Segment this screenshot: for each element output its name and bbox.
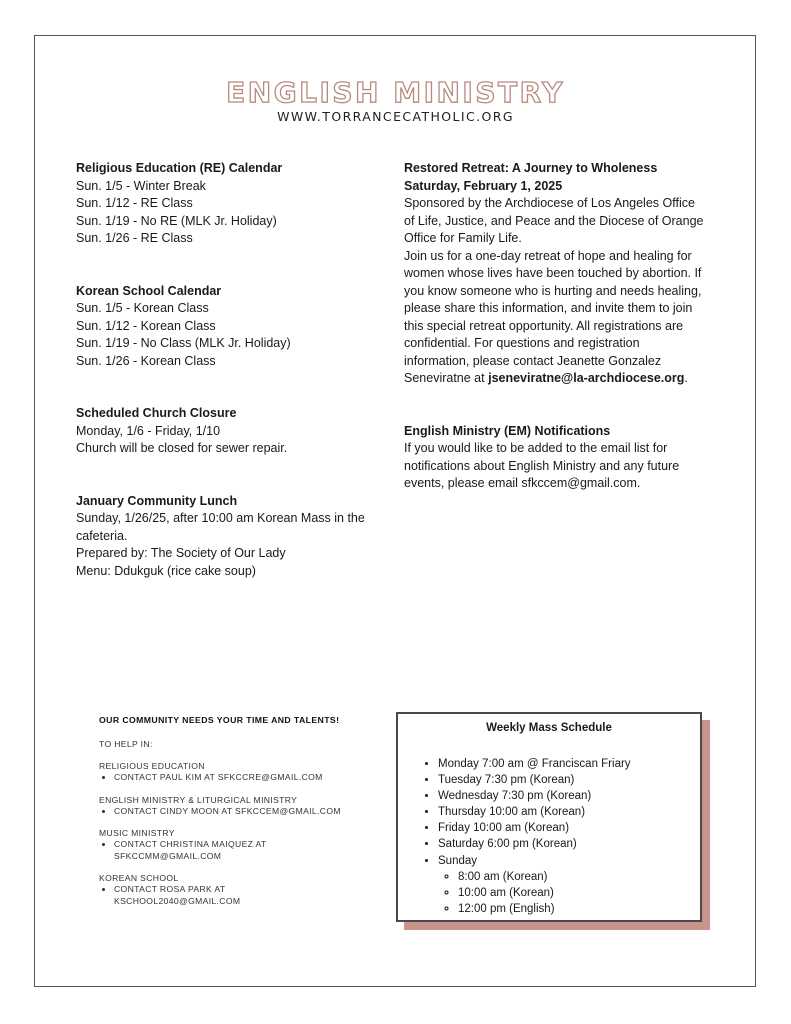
em-notifications-line: events, please email sfkccem@gmail.com. bbox=[404, 476, 641, 490]
retreat-line: information, please contact Jeanette Gonzalez bbox=[404, 353, 662, 368]
mass-item: • Friday 10:00 am (Korean) bbox=[438, 820, 700, 836]
community-lunch-line: cafeteria. bbox=[76, 528, 128, 543]
church-closure-line: Monday, 1/6 - Friday, 1/10 bbox=[76, 423, 221, 438]
re-calendar-section bbox=[76, 160, 376, 248]
re-calendar-line: Sun. 1/19 - No RE (MLK Jr. Holiday) bbox=[76, 213, 277, 228]
retreat-line: this special retreat opportunity. All registrations are bbox=[404, 318, 684, 333]
mass-item: • Saturday 6:00 pm (Korean) bbox=[438, 836, 700, 852]
church-closure-heading: Scheduled Church Closure bbox=[76, 406, 237, 420]
retreat-line: Join us for a one-day retreat of hope and healing for bbox=[404, 248, 692, 263]
volunteer-group-name: MUSIC MINISTRY bbox=[99, 828, 175, 838]
retreat-contact-prefix: Seneviratne at bbox=[404, 371, 489, 385]
volunteer-group-name: KOREAN SCHOOL bbox=[99, 873, 179, 883]
retreat-line: please share this information, and invite them to join bbox=[404, 301, 693, 315]
volunteer-contact bbox=[114, 806, 379, 818]
church-closure-section bbox=[76, 405, 376, 458]
retreat-line: of Life, Justice, and Peace and the Diocese of Orange bbox=[404, 213, 704, 228]
community-lunch-line: Sunday, 1/26/25, after 10:00 am Korean Mass in the bbox=[76, 511, 365, 525]
volunteer-contact-text: CONTACT CHRISTINA MAIQUEZ AT bbox=[114, 839, 267, 849]
sunday-mass-item: ◦ 8:00 am (Korean) bbox=[458, 869, 700, 885]
volunteer-contact-email: SFKCCMM@GMAIL.COM bbox=[114, 850, 222, 861]
em-notifications-line: If you would like to be added to the email list for bbox=[404, 441, 668, 455]
mass-item-sunday bbox=[438, 853, 700, 917]
community-lunch-line: Prepared by: The Society of Our Lady bbox=[76, 546, 286, 560]
sunday-mass-item: ◦ 10:00 am (Korean) bbox=[458, 885, 700, 901]
community-lunch-line: Menu: Ddukguk (rice cake soup) bbox=[76, 563, 256, 578]
retreat-contact-email[interactable]: jseneviratne@la-archdiocese.org bbox=[488, 371, 685, 385]
re-calendar-line: Sun. 1/12 - RE Class bbox=[76, 196, 193, 210]
volunteer-contact-text: CONTACT PAUL KIM AT SFKCCRE@GMAIL.COM bbox=[114, 772, 323, 782]
mass-item: • Monday 7:00 am @ Franciscan Friary bbox=[438, 756, 700, 772]
retreat-line: Office for Family Life. bbox=[404, 231, 522, 245]
re-calendar-line: Sun. 1/26 - RE Class bbox=[76, 231, 193, 245]
sunday-mass-item: ◦ 12:00 pm (English) bbox=[458, 901, 700, 917]
volunteer-contact bbox=[114, 839, 379, 862]
retreat-section bbox=[404, 160, 724, 388]
volunteer-group-name: ENGLISH MINISTRY & LITURGICAL MINISTRY bbox=[99, 794, 298, 805]
volunteer-contact-email: KSCHOOL2040@GMAIL.COM bbox=[114, 895, 241, 906]
em-notifications-heading: English Ministry (EM) Notifications bbox=[404, 423, 611, 438]
mass-item: • Wednesday 7:30 pm (Korean) bbox=[438, 788, 700, 804]
website-url[interactable]: WWW.TORRANCECATHOLIC.ORG bbox=[277, 109, 514, 124]
korean-calendar-line: Sun. 1/5 - Korean Class bbox=[76, 301, 209, 315]
community-lunch-section bbox=[76, 493, 376, 581]
community-lunch-heading: January Community Lunch bbox=[76, 493, 238, 508]
retreat-line-last bbox=[404, 370, 724, 388]
mass-item: • Tuesday 7:30 pm (Korean) bbox=[438, 772, 700, 788]
retreat-line: Sponsored by the Archdiocese of Los Angeles Office bbox=[404, 196, 695, 210]
volunteer-intro: TO HELP IN: bbox=[99, 739, 153, 749]
retreat-line: confidential. For questions and registration bbox=[404, 336, 640, 350]
volunteer-heading: OUR COMMUNITY NEEDS YOUR TIME AND TALENTS! bbox=[99, 715, 340, 725]
volunteer-contact-text: CONTACT ROSA PARK AT bbox=[114, 884, 226, 894]
em-notifications-line: notifications about English Ministry and any future bbox=[404, 458, 680, 473]
church-closure-line: Church will be closed for sewer repair. bbox=[76, 441, 288, 455]
volunteer-group bbox=[99, 761, 379, 784]
volunteer-group bbox=[99, 795, 379, 818]
volunteer-contact bbox=[114, 884, 379, 907]
volunteer-group bbox=[99, 828, 379, 862]
re-calendar-line: Sun. 1/5 - Winter Break bbox=[76, 178, 206, 193]
volunteer-section bbox=[99, 715, 379, 918]
korean-calendar-heading: Korean School Calendar bbox=[76, 283, 222, 298]
volunteer-contact-text: CONTACT CINDY MOON AT SFKCCEM@GMAIL.COM bbox=[114, 805, 341, 816]
right-column bbox=[404, 160, 724, 493]
retreat-heading: Restored Retreat: A Journey to Wholeness bbox=[404, 161, 658, 175]
korean-calendar-section bbox=[76, 283, 376, 371]
mass-schedule-box bbox=[396, 712, 702, 922]
em-notifications-section bbox=[404, 423, 724, 493]
sunday-mass-list bbox=[438, 869, 700, 917]
retreat-line: you know someone who is hurting and needs healing, bbox=[404, 283, 702, 298]
retreat-line: women whose lives have been touched by abortion. If bbox=[404, 266, 702, 280]
re-calendar-heading: Religious Education (RE) Calendar bbox=[76, 161, 283, 175]
volunteer-contact bbox=[114, 772, 379, 784]
korean-calendar-line: Sun. 1/19 - No Class (MLK Jr. Holiday) bbox=[76, 336, 291, 350]
mass-item-sunday-label: Sunday bbox=[438, 854, 478, 867]
retreat-contact-suffix: . bbox=[684, 371, 688, 385]
mass-schedule-list bbox=[398, 756, 700, 917]
volunteer-group-name: RELIGIOUS EDUCATION bbox=[99, 761, 205, 771]
korean-calendar-line: Sun. 1/26 - Korean Class bbox=[76, 353, 216, 368]
volunteer-group bbox=[99, 873, 379, 907]
left-column bbox=[76, 160, 376, 580]
page-title: ENGLISH MINISTRY bbox=[226, 76, 565, 109]
mass-schedule-title: Weekly Mass Schedule bbox=[486, 722, 612, 734]
mass-item: • Thursday 10:00 am (Korean) bbox=[438, 804, 700, 820]
retreat-date: Saturday, February 1, 2025 bbox=[404, 178, 563, 193]
korean-calendar-line: Sun. 1/12 - Korean Class bbox=[76, 318, 216, 333]
